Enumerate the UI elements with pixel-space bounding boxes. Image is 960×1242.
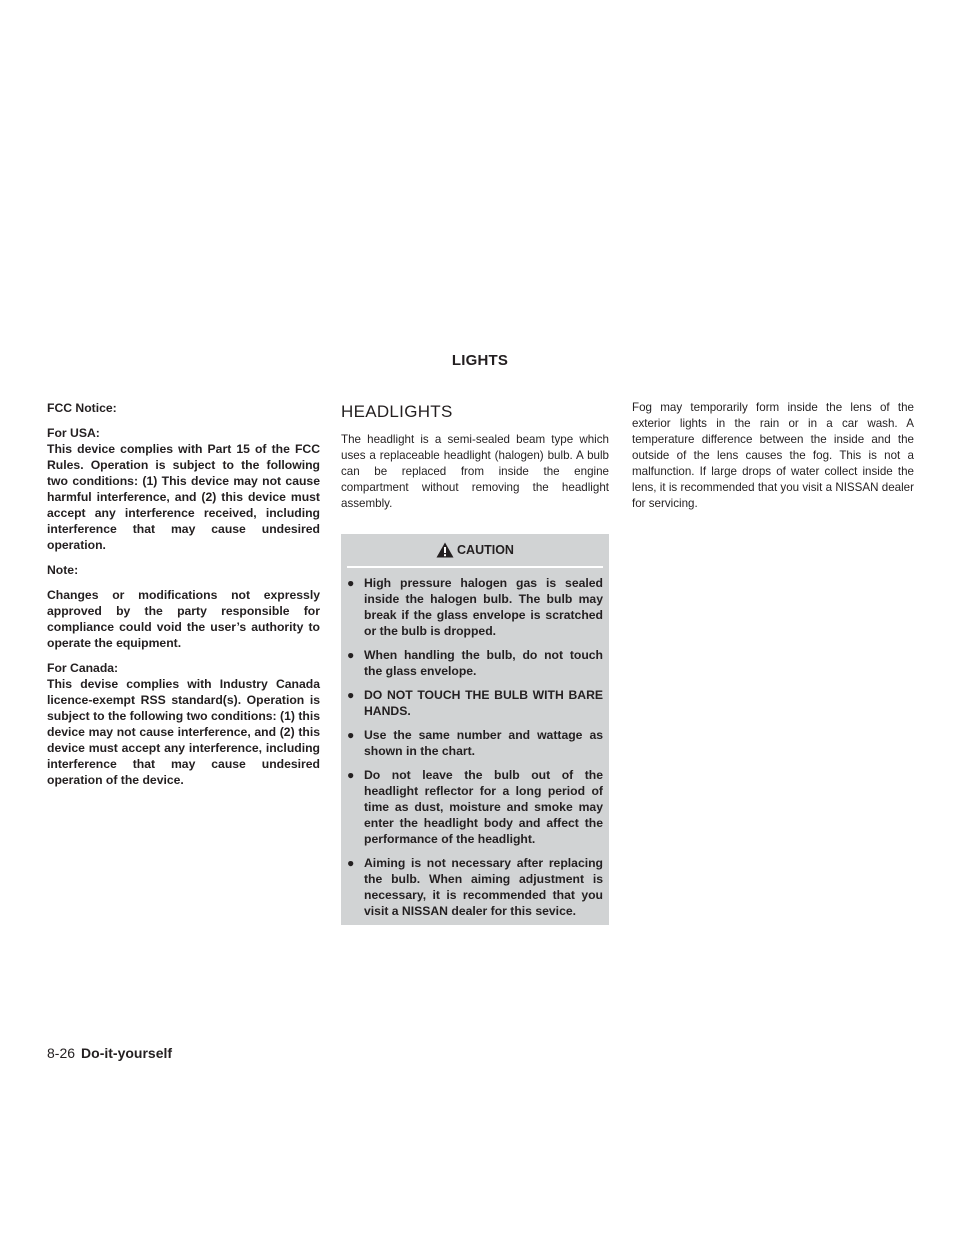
usa-text: This device complies with Part 15 of the FCC Rules. Operation is subject to the following two conditions: (1) This device may not cause harmful interference, and (2) this device must accept any interference received, including interference that may cause undesired operation. — [47, 442, 320, 552]
canada-text: This devise complies with Industry Canada licence-exempt RSS standard(s). Operation is subject to the following two conditions: (1) this device may not cause interference, and (2) this device must accept any interference, including interference that may cause undesired operation of the device. — [47, 677, 320, 787]
section-title: LIGHTS — [451, 352, 509, 369]
bullet-icon: ● — [347, 576, 355, 590]
headlights-column — [341, 400, 609, 925]
caution-item: ● Use the same number and wattage as shown in the chart. — [347, 728, 603, 758]
caution-list — [347, 566, 603, 919]
headlights-heading: HEADLIGHTS — [341, 402, 453, 421]
canada-label: For Canada: — [47, 661, 119, 675]
note-text: Changes or modifications not expressly approved by the party responsible for compliance could void the user’s authority to operate the equipment. — [47, 588, 320, 650]
usa-label: For USA: — [47, 426, 100, 440]
fcc-column — [47, 400, 320, 797]
caution-box — [341, 534, 609, 925]
bullet-icon: ● — [347, 768, 355, 782]
caution-item: ● When handling the bulb, do not touch the glass envelope. — [347, 648, 603, 678]
fog-text: Fog may temporarily form inside the lens of the exterior lights in the rain or in a car wash. A temperature difference between the inside and the outside of the lens causes the fog. This is not a malfunction. If large drops of water collect inside the lens, it is recommended that you visit a NISSAN dealer for servicing. — [632, 401, 914, 510]
bullet-icon: ● — [347, 856, 355, 870]
footer-section: Do-it-yourself — [81, 1045, 173, 1061]
page-footer — [47, 1045, 172, 1061]
caution-item: ● High pressure halogen gas is sealed inside the halogen bulb. The bulb may break if the glass envelope is scratched or the bulb is dropped. — [347, 576, 603, 638]
headlights-intro: The headlight is a semi-sealed beam type which uses a replaceable headlight (halogen) bulb. A bulb can be replaced from inside the engine compartment without removing the headlight assembly. — [341, 433, 609, 510]
fcc-notice-label: FCC Notice: — [47, 401, 117, 415]
caution-title: CAUTION — [457, 543, 514, 557]
note-label: Note: — [47, 563, 79, 577]
warning-icon — [436, 542, 454, 558]
caution-item: ● Aiming is not necessary after replacing the bulb. When aiming adjustment is necessary, it is recommended that you visit a NISSAN dealer for this sevice. — [347, 856, 603, 918]
bullet-icon: ● — [347, 648, 355, 662]
caution-item: ● Do not leave the bulb out of the headlight reflector for a long period of time as dust, moisture and smoke may enter the headlight body and affect the performance of the headlight. — [347, 768, 603, 846]
bullet-icon: ● — [347, 688, 355, 702]
caution-item: ● DO NOT TOUCH THE BULB WITH BARE HANDS. — [347, 688, 603, 718]
bullet-icon: ● — [347, 728, 355, 742]
caution-header — [347, 542, 603, 558]
page-number: 8-26 — [47, 1045, 76, 1061]
fog-column — [632, 400, 914, 512]
